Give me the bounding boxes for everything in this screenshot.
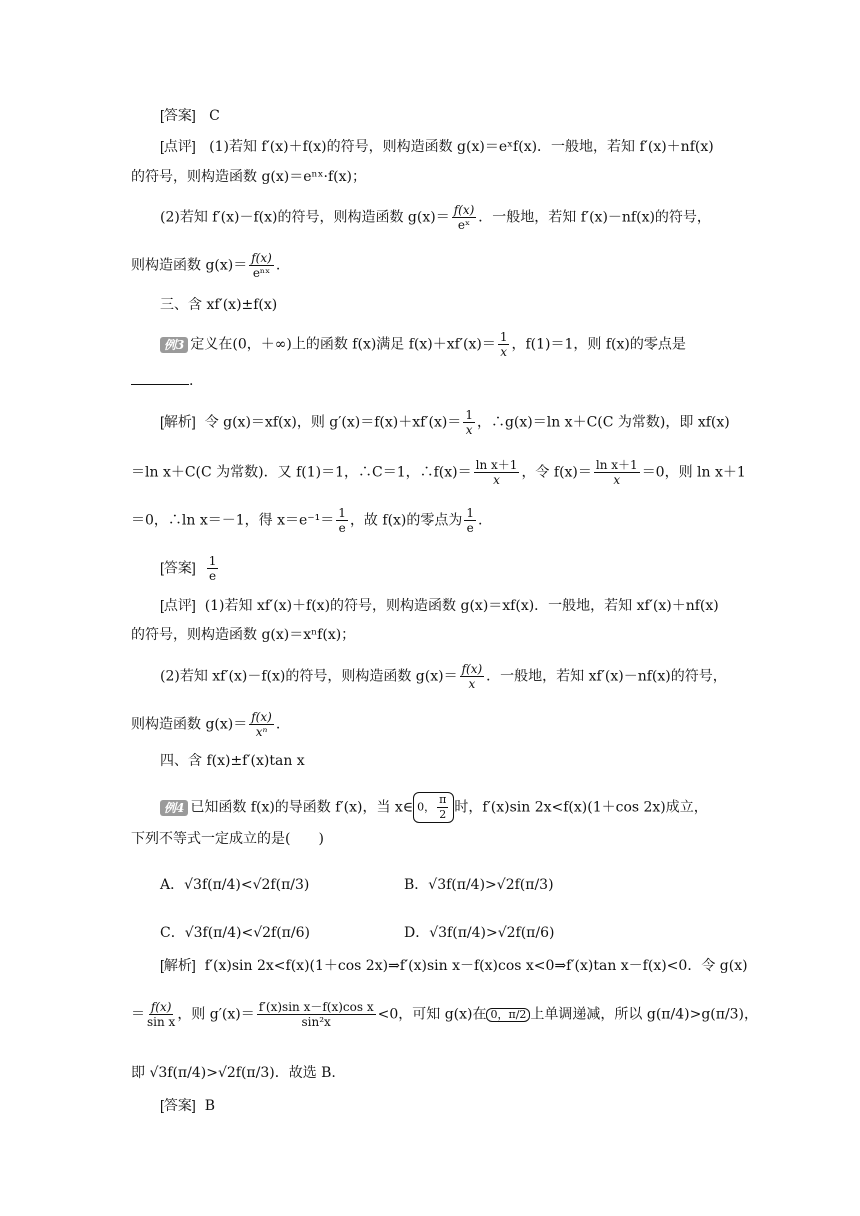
- interval-bracket: 0， $\frac{\pi}{2}$: [413, 792, 454, 823]
- analysis-3-line-2: ＝ln x＋C(C 为常数)．又 f(1)＝1，∴C＝1，∴f(x)＝ $\frac{\text{ln x＋1}}{x}$ ，令 f(x)＝ $\frac{\text{ln x＋1}}{x}$ ＝0，则 ln x＋1: [131, 458, 746, 487]
- comment-1-line-1: [160, 137, 760, 156]
- fraction: $\frac{f(x)}{x}$: [461, 662, 483, 691]
- fraction: $\frac{\text{ln x＋1}}{x}$: [595, 458, 638, 487]
- fraction: $\frac{f(x)}{\text{eⁿˣ}}$: [251, 251, 272, 280]
- comment-1-line-2: 的符号，则构造函数 g(x)＝eⁿˣ·f(x)；: [131, 169, 366, 185]
- answer-value: C: [209, 108, 220, 124]
- answer-3: [答案] $\frac{1}{e}$: [160, 554, 217, 583]
- option-a[interactable]: A．√3f(π/4)<√2f(π/3): [160, 877, 310, 893]
- interval-bracket: 0，π/2: [486, 1008, 530, 1022]
- analysis-3-line-3: ＝0，∴ln x＝－1，得 x＝e⁻¹＝ $\frac{1}{e}$ ，故 f(x)的零点为 $\frac{1}{e}$ .: [131, 506, 483, 535]
- example-3-line-2: .: [131, 372, 731, 390]
- fraction: $\frac{f(x)}{\text{eˣ}}$: [453, 203, 475, 232]
- analysis-4-line-3: 即 √3f(π/4)>√2f(π/3)．故选 B.: [131, 1065, 336, 1081]
- option-b[interactable]: B．√3f(π/4)>√2f(π/3): [404, 877, 554, 893]
- comment-1-line-3: (2)若知 f′(x)－f(x)的符号，则构造函数 g(x)＝ $\frac{f(x)}{\text{eˣ}}$ ．一般地，若知 f′(x)－nf(x)的符号，: [160, 203, 711, 232]
- example-badge: 例3: [160, 337, 188, 353]
- option-c[interactable]: C．√3f(π/4)<√2f(π/6): [160, 925, 310, 941]
- option-d[interactable]: D．√3f(π/4)>√2f(π/6): [404, 925, 555, 941]
- comment-3-line-2: 的符号，则构造函数 g(x)＝xⁿf(x)；: [131, 627, 356, 643]
- example-3-line-1: 例3 定义在(0，＋∞)上的函数 f(x)满足 f(x)＋xf′(x)＝ $\frac{1}{x}$ ，f(1)＝1，则 f(x)的零点是: [160, 330, 760, 359]
- comment-3-line-4: 则构造函数 g(x)＝ $\frac{f(x)}{\text{xⁿ}}$ .: [131, 710, 281, 739]
- answer-label: [答案]: [160, 107, 196, 123]
- answer-1: [160, 106, 760, 125]
- comment-3-line-1: [点评] (1)若知 xf′(x)＋f(x)的符号，则构造函数 g(x)＝xf(x)．一般地，若知 xf′(x)＋nf(x): [160, 597, 719, 614]
- comment-3-line-3: (2)若知 xf′(x)－f(x)的符号，则构造函数 g(x)＝ $\frac{f(x)}{x}$ ．一般地，若知 xf′(x)－nf(x)的符号，: [160, 662, 727, 691]
- fraction: $\frac{\text{ln x＋1}}{x}$: [475, 458, 518, 487]
- comment-text: (1)若知 f′(x)＋f(x)的符号，则构造函数 g(x)＝eˣf(x)．一般地，若知 f′(x)＋nf(x): [209, 139, 714, 155]
- section-4-title: 四、含 f(x)±f′(x)tan x: [160, 753, 305, 769]
- fraction: $\frac{1}{e}$: [466, 506, 475, 535]
- fraction: $\frac{1}{e}$: [338, 506, 346, 535]
- answer-blank: [131, 372, 189, 385]
- example-4-line-1: 例4 已知函数 f(x)的导函数 f′(x)，当 x∈ 0， $\frac{\pi}{2}$ 时，f′(x)sin 2x<f(x)(1＋cos 2x)成立，: [160, 792, 760, 823]
- fraction: $\frac{\text{f′(x)sin x－f(x)cos x}}{\text{sin²x}}$: [258, 1000, 374, 1029]
- comment-label: [点评]: [160, 138, 196, 154]
- answer-4: [答案] B: [160, 1097, 215, 1114]
- analysis-3-line-1: [解析] 令 g(x)＝xf(x)，则 g′(x)＝f(x)＋xf′(x)＝ $\frac{1}{x}$ ，∴g(x)＝ln x＋C(C 为常数)，即 xf(x): [160, 408, 730, 437]
- analysis-4-line-1: [解析] f′(x)sin 2x<f(x)(1＋cos 2x)⇒f′(x)sin x－f(x)cos x<0⇒f′(x)tan x－f(x)<0．令 g(x): [160, 957, 748, 974]
- section-3-title: 三、含 xf′(x)±f(x): [160, 297, 278, 313]
- fraction: $\frac{f(x)}{\text{xⁿ}}$: [251, 710, 272, 739]
- example-badge: 例4: [160, 800, 188, 816]
- fraction: $\frac{1}{x}$: [465, 408, 473, 437]
- example-4-line-2: 下列不等式一定成立的是( ): [131, 831, 324, 847]
- analysis-4-line-2: ＝ $\frac{f(x)}{\text{sin x}}$ ，则 g′(x)＝ $\frac{\text{f′(x)sin x－f(x)cos x}}{\text{sin²x}}$ <0，可知 g(x)在 0，π/2 上单调递减，所以 g(π/4)>g(π/3)，: [131, 1000, 759, 1029]
- comment-1-line-4: 则构造函数 g(x)＝ $\frac{f(x)}{\text{eⁿˣ}}$ .: [131, 251, 281, 280]
- fraction: $\frac{1}{e}$: [208, 554, 217, 583]
- fraction: $\frac{1}{x}$: [499, 330, 508, 359]
- fraction: $\frac{f(x)}{\text{sin x}}$: [147, 1000, 176, 1029]
